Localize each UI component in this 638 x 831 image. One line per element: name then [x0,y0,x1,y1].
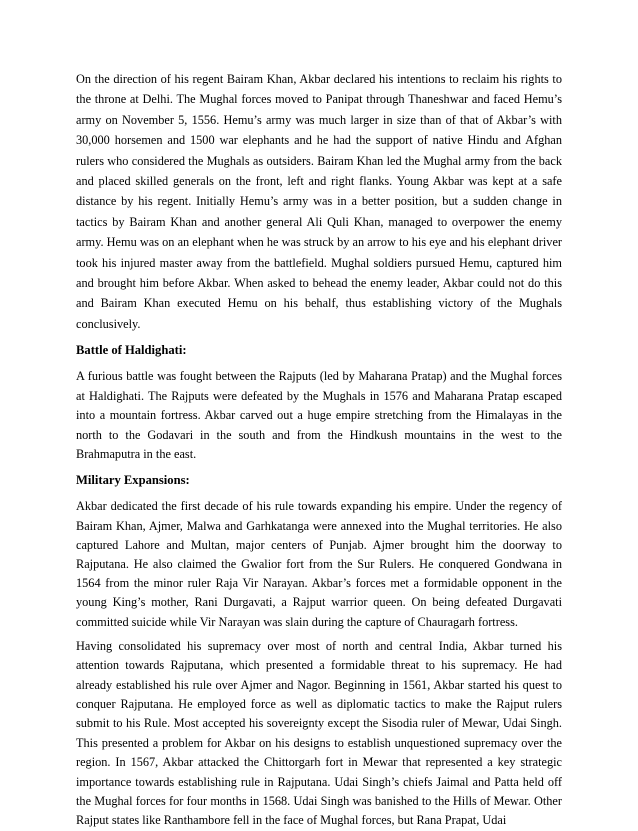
document-body [76,69,562,831]
heading-military-expansions: Military Expansions: [76,473,190,488]
paragraph-intro: On the direction of his regent Bairam Khan, Akbar declared his intentions to reclaim his rights to the throne at Delhi. The Mughal forces moved to Panipat through Thaneshwar and faced Hemu’s army on November 5, 1556. Hemu’s army was much larger in size than of that of Akbar’s with 30,000 horsemen and 1500 war elephants and he had the support of native Hindu and Afghan rulers who considered the Mughals as outsiders. Bairam Khan led the Mughal army from the back and placed skilled generals on the front, left and right flanks. Young Akbar was kept at a safe distance by his regent. Initially Hemu’s army was in a better position, but a sudden change in tactics by Bairam Khan and another general Ali Quli Khan, managed to overpower the enemy army. Hemu was on an elephant when he was struck by an arrow to his eye and his elephant driver took his injured master away from the battlefield. Mughal soldiers pursued Hemu, captured him and brought him before Akbar. When asked to behead the enemy leader, Akbar could not do this and Bairam Khan executed Hemu on his behalf, thus establishing victory of the Mughals conclusively. [76,72,562,331]
paragraph-military-1: Akbar dedicated the first decade of his rule towards expanding his empire. Under the regency of Bairam Khan, Ajmer, Malwa and Garhkatanga were annexed into the Mughal territories. He also captured Lahore and Multan, major centers of Punjab. Ajmer brought him the doorway to Rajputana. He also claimed the Gwalior fort from the Sur Rulers. He conquered Gondwana in 1564 from the minor ruler Raja Vir Narayan. Akbar’s forces met a formidable opponent in the young King’s mother, Rani Durgavati, a Rajput warrior queen. On being defeated Durgavati committed suicide while Vir Narayan was slain during the capture of Chauragarh fortress. [76,499,562,629]
heading-battle-of-haldighati: Battle of Haldighati: [76,343,187,358]
paragraph-haldighati: A furious battle was fought between the Rajputs (led by Maharana Pratap) and the Mughal forces at Haldighati. The Rajputs were defeated by the Mughals in 1576 and Maharana Pratap escaped into a mountain fortress. Akbar carved out a huge empire stretching from the Himalayas in the north to the Godavari in the south and from the Hindkush mountains in the west to the Brahmaputra in the east. [76,369,562,461]
paragraph-military-2: Having consolidated his supremacy over most of north and central India, Akbar turned his attention towards Rajputana, which presented a formidable threat to his supremacy. He had already established his rule over Ajmer and Nagor. Beginning in 1561, Akbar started his quest to conquer Rajputana. He employed force as well as diplomatic tactics to make the Rajput rulers submit to his Rule. Most accepted his sovereignty except the Sisodia ruler of Mewar, Udai Singh. This presented a problem for Akbar on his designs to establish unquestioned supremacy over the region. In 1567, Akbar attacked the Chittorgarh fort in Mewar that represented a key strategic importance towards establishing rule in Rajputana. Udai Singh’s chiefs Jaimal and Patta held off the Mughal forces for four months in 1568. Udai Singh was banished to the Hills of Mewar. Other Rajput states like Ranthambore fell in the face of Mughal forces, but Rana Prapat, Udai [76,638,562,828]
